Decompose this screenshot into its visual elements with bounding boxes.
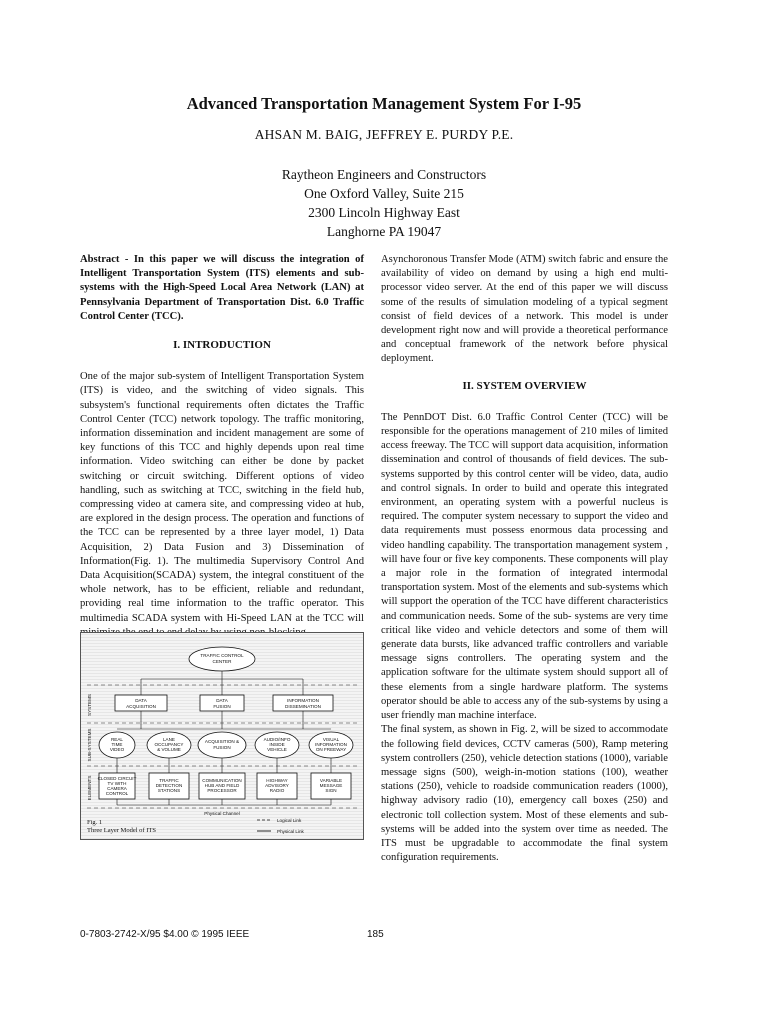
left-column bbox=[80, 253, 364, 640]
node-label: DETECTION bbox=[155, 783, 183, 788]
affiliation-block bbox=[0, 165, 768, 241]
node-label: ADVISORY bbox=[265, 783, 289, 788]
node-label: FUSION bbox=[213, 745, 231, 750]
node-label: TRAFFIC bbox=[159, 778, 179, 783]
node-label: REAL bbox=[110, 737, 124, 742]
right-column bbox=[381, 253, 668, 865]
page-number: 185 bbox=[367, 929, 384, 940]
node-label: INSIDE bbox=[269, 742, 285, 747]
paper-title: Advanced Transportation Management System For I-95 bbox=[186, 94, 582, 113]
node-label: INFORMATION bbox=[315, 742, 347, 747]
node-label: PROCESSOR bbox=[207, 788, 237, 793]
node-label: MESSAGE bbox=[319, 783, 343, 788]
node-label: ON FREEWAY bbox=[315, 747, 347, 752]
introduction-continued-text: Asynchoronous Transfer Mode (ATM) switch fabric and ensure the availability of video on demand by using a high end multi-processor video server. At the end of this paper we will discuss some of the results of simulation modeling of a typical segment consist of field devices of a network. This model is under development right now and will provide a theoretical performance and conceptual framework of the network before physical deployment. bbox=[381, 254, 668, 365]
affiliation-line: 2300 Lincoln Highway East bbox=[308, 205, 460, 220]
node-label: SIGN bbox=[325, 788, 337, 793]
node-label: CLOSED CIRCUIT bbox=[97, 776, 137, 781]
node-label: & VOLUME bbox=[157, 747, 181, 752]
legend-physical-link: Physical Link bbox=[277, 829, 304, 834]
affiliation-line: One Oxford Valley, Suite 215 bbox=[304, 186, 464, 201]
node-label: ACQUISITION bbox=[126, 704, 156, 709]
node-label: LANE bbox=[162, 737, 176, 742]
node-label: VIDEO bbox=[109, 747, 125, 752]
layer-label-systems: SYSTEMS bbox=[87, 694, 92, 716]
node-label: ACQUISITION & bbox=[204, 739, 240, 744]
physical-channel-label: Physical Channel bbox=[204, 811, 240, 816]
node-label: INFORMATION bbox=[287, 698, 319, 703]
node-label: DISSEMINATION bbox=[285, 704, 321, 709]
paper-authors: AHSAN M. BAIG, JEFFREY E. PURDY P.E. bbox=[254, 127, 514, 142]
abstract: Abstract - In this paper we will discuss the integration of Intelligent Transportation System (ITS) elements and sub-systems with the High-Speed Local Area Network (LAN) at Pennsylvania Department of Transportation Dist. 6.0 Traffic Control Center (TCC). bbox=[80, 254, 364, 322]
legend-logical-link: Logical Link bbox=[277, 818, 302, 823]
figure-three-layer-model bbox=[80, 632, 364, 840]
node-label: HUB AND FIELD bbox=[204, 783, 240, 788]
introduction-text: One of the major sub-system of Intelligent Transportation System (ITS) is video, and the switching of video signals. This subsystem's functional requirements often dictates the Traffic Control Center (TCC) network topology. The traffic monitoring, information dissemination and incident management are some of key functions of this TCC and highly depends upon real time information. Video switching can either be done by packet switching or circuit switching. Different options of video handling, such as switching at TCC, switching in the field hub, compressing video at camera site, and compressing video at hub, are explored in the design process. The operation and functions of the TCC can be represented by a three layer model, 1) Data Acquisition, 2) Data Fusion and 3) Dissemination of Information(Fig. 1). The multimedia Supervisory Control And Data Acquisition(SCADA) system, the integral constituent of the whole network, has to be efficient, reliable and redundant, providing real time information to the traffic operator. This multimedia SCADA system with Hi-Speed LAN at the TCC will bbox=[80, 371, 364, 624]
node-label: TRAFFIC CONTROL bbox=[200, 653, 244, 658]
layer-label-elements: ELEMENTS bbox=[87, 775, 92, 801]
node-label: RADIO bbox=[269, 788, 285, 793]
copyright-notice: 0-7803-2742-X/95 $4.00 © 1995 IEEE bbox=[80, 929, 250, 940]
three-layer-diagram bbox=[81, 633, 363, 839]
node-label: CAMERA bbox=[107, 786, 127, 791]
node-label: DATA bbox=[216, 698, 228, 703]
figure-caption-number: Fig. 1 bbox=[87, 819, 103, 826]
section-heading-introduction: I. INTRODUCTION bbox=[173, 339, 271, 352]
node-label: AUDIO/INFO bbox=[263, 737, 291, 742]
node-label: CONTROL bbox=[105, 791, 129, 796]
node-label: VEHICLE bbox=[267, 747, 287, 752]
node-label: TIME bbox=[111, 742, 123, 747]
node-label: VISUAL bbox=[322, 737, 340, 742]
system-overview-text-2: The final system, as shown in Fig. 2, will be sized to accommodate the following field devices, CCTV cameras (500), Ramp metering system controllers (250), vehicle detection stations (1000), variable message signs (500), weigh-in-motion stations (100), weather stations (250), vehicle to roadside communication readers (1000), highway advisory radio (10), emergency call boxes (250) and electronic toll collection system. Most of these elements and sub-systems will be added into the system over time as needed. The ITS must be upgradable to accommodate the final system configuration requirements. bbox=[381, 724, 668, 864]
figure-caption-title: Three Layer Model of ITS bbox=[87, 827, 156, 834]
node-label: OCCUPANCY bbox=[154, 742, 184, 747]
node-label: CENTER bbox=[212, 659, 232, 664]
system-overview-text: The PennDOT Dist. 6.0 Traffic Control Center (TCC) will be responsible for the operations management of 210 miles of limited access freeway. The TCC will support data acquisition, information dissemination and control of thousands of field devices. The sub-systems supported by this control center will be video, data, audio and control signals. In order to build and operate this integrated environment, an operating system with a powerful nucleus is required. The computer system necessary to support the video and data requirements must possess enormous data processing and video handling capability. The transportation management system , will have four or five key components. These components will play a major role in the formation of integrated intermodal transportation system. Most of the elements and sub-systems which will support the operation of the TCC have different characteristics and communication needs. Some of the sub- systems are very time critical like video and vehicle detectors and some of them will generate data bursts, like advanced traffic controllers and variable message signs controllers. The operating system and the application software for the ultimate system should support all of these elements from a single hardware platform. The systems operator should be able to access any of the sub-systems by using a user friendly man machine interface. bbox=[381, 411, 668, 722]
node-label: HIGHWAY bbox=[266, 778, 288, 783]
layer-label-subsystems: SUB-SYSTEMS bbox=[87, 728, 92, 762]
node-label: STATIONS bbox=[157, 788, 181, 793]
affiliation-line: Langhorne PA 19047 bbox=[326, 224, 442, 239]
node-label: COMMUNICATION bbox=[202, 778, 242, 783]
node-label: FUSION bbox=[213, 704, 231, 709]
node-label: TV WITH bbox=[107, 781, 127, 786]
node-label: DATA bbox=[135, 698, 147, 703]
affiliation-line: Raytheon Engineers and Constructors bbox=[281, 167, 487, 182]
section-heading-system-overview: II. SYSTEM OVERVIEW bbox=[462, 379, 587, 392]
node-label: VARIABLE bbox=[319, 778, 343, 783]
